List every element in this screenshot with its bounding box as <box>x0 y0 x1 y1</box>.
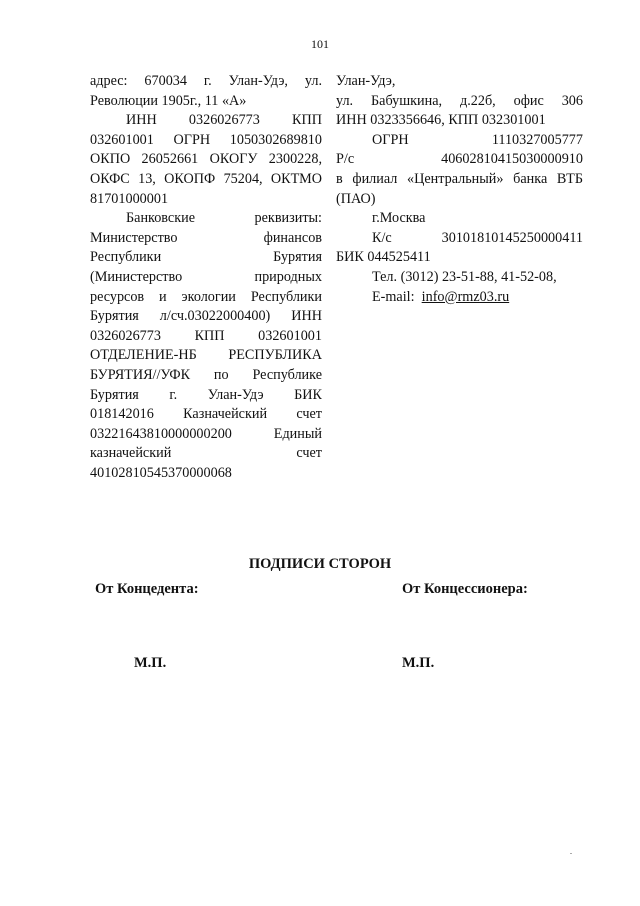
left-line: казначейский счет <box>90 445 322 462</box>
left-line: ИНН 0326026773 КПП <box>126 112 322 129</box>
left-line: 03221643810000000200 Единый <box>90 425 322 442</box>
right-line: ИНН 0323356646, КПП 032301001 <box>336 112 546 129</box>
right-line: г.Москва <box>372 210 426 227</box>
concessionaire-signature-label: От Концессионера: <box>402 581 528 597</box>
left-line: 40102810545370000068 <box>90 464 232 481</box>
email-line <box>336 288 583 308</box>
left-line: ОКПО 26052661 ОКОГУ 2300228, <box>90 151 322 168</box>
left-line: 0326026773 КПП 032601001 <box>90 327 322 344</box>
left-line: Банковские реквизиты: <box>126 210 322 227</box>
left-line: ресурсов и экологии Республики <box>90 288 322 305</box>
right-line: (ПАО) <box>336 190 376 207</box>
right-line: К/с 30101810145250000411 <box>372 229 583 246</box>
right-line: БИК 044525411 <box>336 249 431 266</box>
concedent-details-column <box>90 72 322 483</box>
email-link[interactable]: info@rmz03.ru <box>421 288 510 305</box>
right-line: Тел. (3012) 23-51-88, 41-52-08, <box>372 268 557 285</box>
left-line: Республики Бурятия <box>90 249 322 266</box>
right-line: Р/с 40602810415030000910 <box>336 151 583 168</box>
left-line: БУРЯТИЯ//УФК по Республике <box>90 366 322 383</box>
signatures-title: ПОДПИСИ СТОРОН <box>248 556 392 572</box>
right-line: ул. Бабушкина, д.22б, офис 306 <box>336 92 583 109</box>
right-line: ОГРН 1110327005777 <box>372 131 583 148</box>
corner-mark <box>570 853 572 854</box>
email-label: E-mail: <box>372 288 415 305</box>
concedent-stamp-label: М.П. <box>134 655 167 671</box>
left-line: (Министерство природных <box>90 268 322 285</box>
concedent-signature-label: От Концедента: <box>95 581 199 597</box>
left-line: Революции 1905г., 11 «А» <box>90 92 247 109</box>
left-line: Министерство финансов <box>90 229 322 246</box>
right-line: в филиал «Центральный» банка ВТБ <box>336 170 583 187</box>
left-line: адрес: 670034 г. Улан-Удэ, ул. <box>90 73 322 89</box>
left-line: 81701000001 <box>90 190 169 207</box>
page-number: 101 <box>311 37 329 51</box>
right-line: Улан-Удэ, <box>336 73 396 89</box>
concessionaire-details-column <box>336 72 583 307</box>
left-line: 032601001 ОГРН 1050302689810 <box>90 131 322 148</box>
left-line: ОКФС 13, ОКОПФ 75204, ОКТМО <box>90 170 322 187</box>
left-line: Бурятия л/сч.03022000400) ИНН <box>90 308 322 325</box>
left-line: 018142016 Казначейский счет <box>90 406 322 423</box>
left-line: Бурятия г. Улан-Удэ БИК <box>90 386 322 403</box>
left-line: ОТДЕЛЕНИЕ-НБ РЕСПУБЛИКА <box>90 347 322 364</box>
concessionaire-stamp-label: М.П. <box>402 655 435 671</box>
